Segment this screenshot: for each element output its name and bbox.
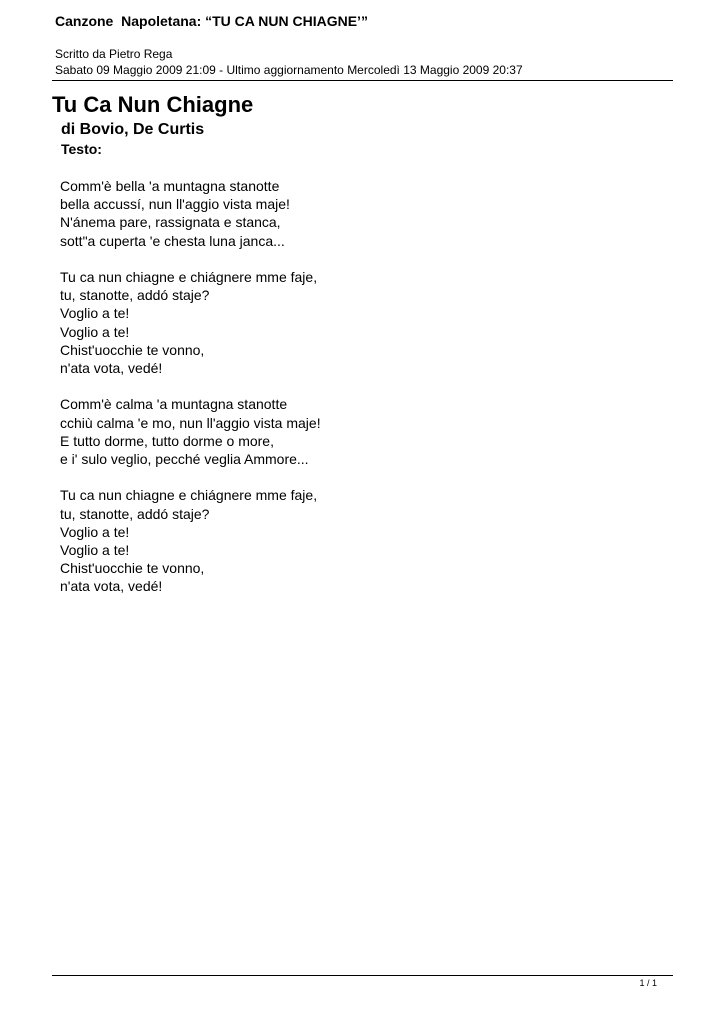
lyric-line: Chist'uocchie te vonno, [60,560,205,577]
lyric-line: n'ata vota, vedé! [60,360,163,377]
lyrics-body [60,177,321,614]
footer-divider [52,975,673,976]
article-title: Tu Ca Nun Chiagne [52,92,254,117]
lyric-line: tu, stanotte, addó staje? [60,505,210,522]
lyric-line: sott"a cuperta 'e chesta luna janca... [60,232,285,249]
author-line: Scritto da Pietro Rega [55,47,173,61]
lyrics-stanza-1 [60,177,321,250]
header-divider [52,80,673,81]
dates-line: Sabato 09 Maggio 2009 21:09 - Ultimo aggiornamento Mercoledì 13 Maggio 2009 20:37 [55,63,523,77]
lyric-line: E tutto dorme, tutto dorme o more, [60,432,274,449]
lyric-line: Voglio a te! [60,542,130,559]
lyric-line: N'ánema pare, rassignata e stanca, [60,214,281,231]
lyric-line: e i' sulo veglio, pecché veglia Ammore... [60,451,309,468]
lyric-line: n'ata vota, vedé! [60,578,163,595]
lyric-line: Tu ca nun chiagne e chiágnere mme faje, [60,269,318,285]
page-header-title: Canzone Napoletana: “TU CA NUN CHIAGNE’” [55,13,368,29]
lyrics-stanza-3 [60,395,321,468]
article-authors: di Bovio, De Curtis [61,121,205,138]
lyrics-section-label: Testo: [61,141,102,157]
lyric-line: cchiù calma 'e mo, nun ll'aggio vista maje! [60,414,321,431]
lyric-line: Tu ca nun chiagne e chiágnere mme faje, [60,487,318,504]
lyrics-stanza-2 [60,268,321,377]
lyric-line: bella accussí, nun ll'aggio vista maje! [60,196,290,213]
lyric-line: Voglio a te! [60,323,130,340]
lyric-line: Comm'è calma 'a muntagna stanotte [60,396,288,413]
lyrics-stanza-4 [60,486,321,595]
lyric-line: tu, stanotte, addó staje? [60,287,210,304]
page-number: 1 / 1 [639,978,657,988]
lyric-line: Chist'uocchie te vonno, [60,341,205,358]
lyric-line: Voglio a te! [60,305,130,322]
lyric-line: Voglio a te! [60,523,130,540]
lyric-line: Comm'è bella 'a muntagna stanotte [60,178,280,194]
